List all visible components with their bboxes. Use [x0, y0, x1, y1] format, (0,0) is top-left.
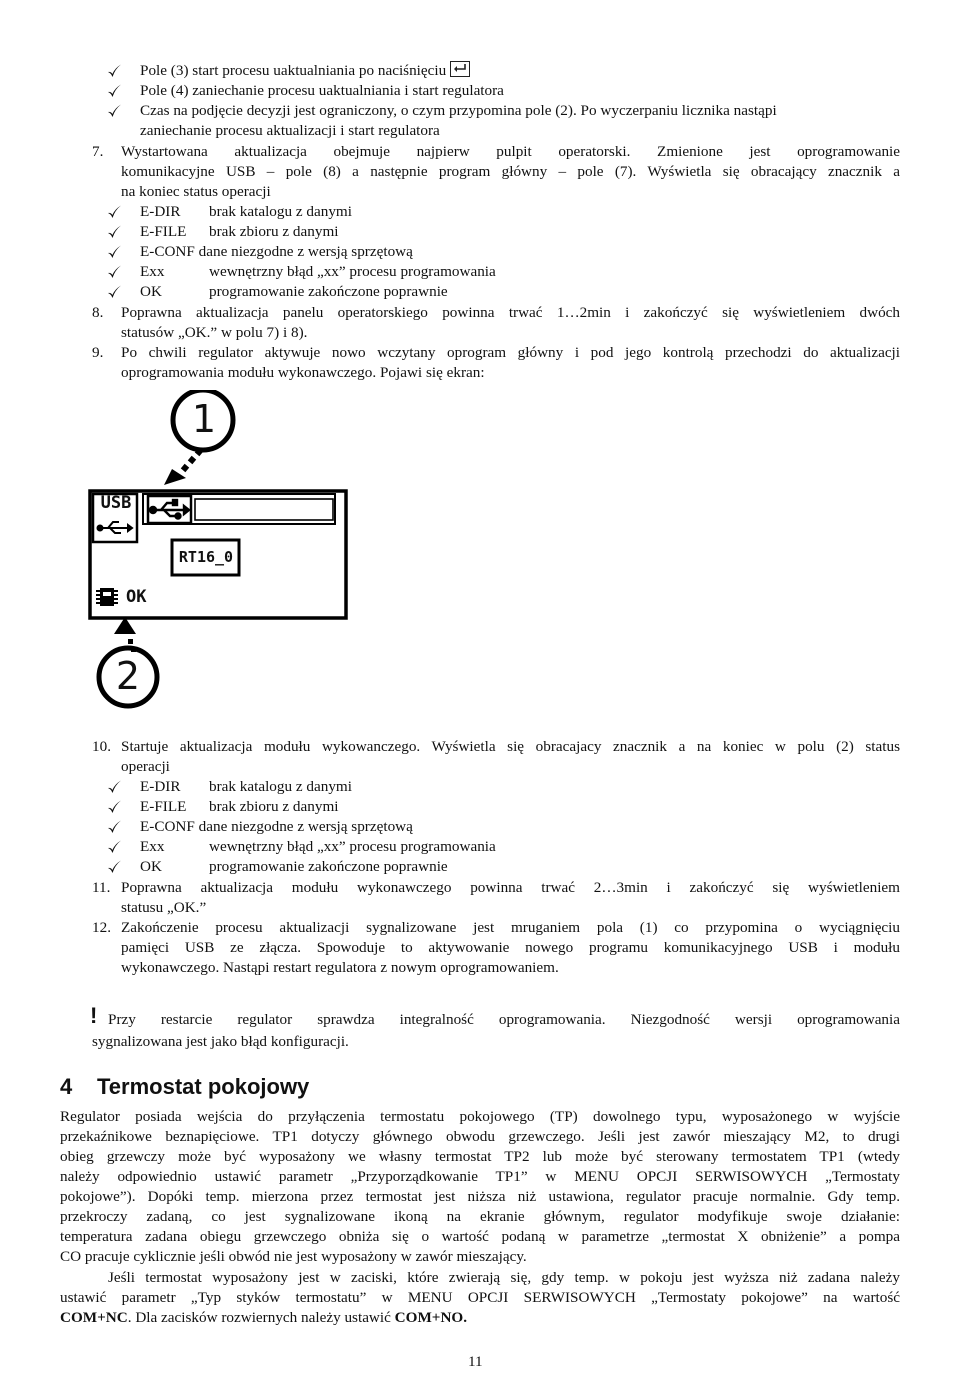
- status-desc: dane niezgodne z wersją sprzętową: [198, 818, 413, 835]
- paragraph-line: pokojowe”). Dopóki temp. mierzona przez termostat jest niższa niż ustawiona, regulator pracuje normalnie. Gdy temp.: [60, 1188, 900, 1205]
- item-text: statusu „OK.”: [121, 899, 207, 916]
- item-text: pamięci USB ze złącza. Spowoduje to aktywowanie nowego programu komunikacyjnego USB i modułu: [121, 939, 900, 956]
- status-code: E-CONF: [140, 243, 195, 260]
- param-value: COM+NO.: [394, 1309, 468, 1326]
- list-item-continued: zaniechanie procesu aktualizacji i start regulatora: [140, 122, 440, 139]
- status-row: [140, 817, 413, 837]
- note-text: sygnalizowana jest jako błąd konfiguracji.: [92, 1033, 349, 1050]
- paragraph-line: przekaźnikowe beznapięciowe. TP1 dotyczy głównego obwodu grzewczego. Jeśli jest zawór mieszający M2, to drugi: [60, 1128, 900, 1145]
- paragraph-line: temperatura zadana obiegu grzewczego obniża się o wartość podaną w parametrze „termostat X obniżenie” a pompa: [60, 1228, 900, 1245]
- list-item: [140, 61, 470, 81]
- status-code: E-FILE: [140, 798, 187, 815]
- chip-icon: [96, 588, 118, 606]
- status-row: [140, 222, 338, 242]
- check-icon: [106, 264, 122, 280]
- note-text: Przy restarcie regulator sprawdza integralność oprogramowania. Niezgodność wersji oprogramowania: [108, 1011, 900, 1028]
- status-desc: programowanie zakończone poprawnie: [209, 283, 448, 300]
- check-icon: [106, 799, 122, 815]
- item-text: Wystartowana aktualizacja obejmuje najpierw pulpit operatorski. Zmienione jest oprogramowanie: [121, 143, 900, 160]
- item-text: wykonawczego. Nastąpi restart regulatora z nowym oprogramowaniem.: [121, 959, 559, 976]
- item-text: Poprawna aktualizacja modułu wykonawczego powinna trwać 2…3min i zakończyć się wyświetleniem: [121, 879, 900, 896]
- item-text: Po chwili regulator aktywuje nowo wczytany oprogram główny i pod jego kontrolą przechodzi do aktualizacji: [121, 344, 900, 361]
- status-row: [140, 857, 448, 877]
- status-code: E-DIR: [140, 778, 181, 795]
- status-row: [140, 202, 352, 222]
- status-desc: brak katalogu z danymi: [209, 203, 352, 220]
- item-number: 8.: [92, 304, 104, 321]
- enter-key-icon: [450, 61, 470, 77]
- status-code: OK: [140, 858, 162, 875]
- paragraph-text: . Dla zacisków rozwiernych należy ustawić: [127, 1309, 395, 1326]
- check-icon: [106, 103, 122, 119]
- status-desc: wewnętrzny błąd „xx” procesu programowania: [209, 263, 496, 280]
- status-row: [140, 797, 338, 817]
- item-text: komunikacyjne USB – pole (8) a następnie program główny – pole (7). Wyświetla się obracający znacznik a: [121, 163, 900, 180]
- item-number: 9.: [92, 344, 104, 361]
- check-icon: [106, 859, 122, 875]
- section-number: 4: [60, 1074, 73, 1099]
- paragraph-line: przekroczy zadaną, co jest sygnalizowane ikoną na ekranie głównym, regulator modyfikuje swoje działanie:: [60, 1208, 900, 1225]
- param-value: COM+NC: [60, 1309, 128, 1326]
- status-row: [140, 262, 496, 282]
- callout-number-1: 1: [191, 397, 217, 441]
- check-icon: [106, 284, 122, 300]
- callout-number-2: 2: [115, 654, 141, 698]
- list-item-text: Pole (3) start procesu uaktualniania po naciśnięciu: [140, 62, 447, 79]
- status-desc: wewnętrzny błąd „xx” procesu programowania: [209, 838, 496, 855]
- status-code: Exx: [140, 838, 165, 855]
- item-number: 11.: [92, 879, 111, 896]
- item-text: na koniec status operacji: [121, 183, 271, 200]
- status-desc: brak katalogu z danymi: [209, 778, 352, 795]
- usb-label: USB: [100, 493, 132, 513]
- version-label: RT16_0: [178, 548, 234, 566]
- status-label: OK: [126, 587, 147, 607]
- check-icon: [106, 779, 122, 795]
- paragraph-line: [60, 1308, 467, 1328]
- paragraph-line: Regulator posiada wejścia do przyłączenia termostatu pokojowego (TP) dowolnego typu, wyposażonego w wyjście: [60, 1108, 900, 1125]
- section-title: Termostat pokojowy: [97, 1074, 310, 1099]
- check-icon: [106, 204, 122, 220]
- item-text: oprogramowania modułu wykonawczego. Pojawi się ekran:: [121, 364, 485, 381]
- display-illustration: [88, 390, 358, 710]
- item-number: 7.: [92, 143, 104, 160]
- item-number: 12.: [92, 919, 111, 936]
- item-text: Zakończenie procesu aktualizacji sygnalizowane jest mruganiem pola (1) co przypomina o wyciągnięciu: [121, 919, 900, 936]
- status-desc: dane niezgodne z wersją sprzętową: [198, 243, 413, 260]
- status-code: E-FILE: [140, 223, 187, 240]
- item-text: Poprawna aktualizacja panelu operatorskiego powinna trwać 1…2min i zakończyć się wyświetleniem dwóch: [121, 304, 900, 321]
- status-row: [140, 282, 448, 302]
- paragraph-line: ustawić parametr „Typ styków termostatu” w MENU OPCJI SERWISOWYCH „Termostaty pokojowe” na wartość: [60, 1289, 900, 1306]
- status-row: [140, 777, 352, 797]
- status-code: Exx: [140, 263, 165, 280]
- page-number: 11: [468, 1353, 483, 1370]
- check-icon: [106, 63, 122, 79]
- list-item: Czas na podjęcie decyzji jest ograniczony, o czym przypomina pole (2). Po wyczerpaniu licznika nastąpi: [140, 102, 777, 119]
- status-row: [140, 242, 413, 262]
- check-icon: [106, 839, 122, 855]
- paragraph-line: Jeśli termostat wyposażony jest w zaciski, które zwierają się, gdy temp. w pokoju jest wyższa niż zadana należy: [108, 1269, 900, 1286]
- status-code: E-DIR: [140, 203, 181, 220]
- status-desc: brak zbioru z danymi: [209, 798, 339, 815]
- check-icon: [106, 819, 122, 835]
- warning-mark: !: [90, 1003, 98, 1028]
- status-desc: brak zbioru z danymi: [209, 223, 339, 240]
- dotted-arrow: [164, 448, 203, 485]
- item-text: operacji: [121, 758, 170, 775]
- status-desc: programowanie zakończone poprawnie: [209, 858, 448, 875]
- list-item: Pole (4) zaniechanie procesu uaktualniania i start regulatora: [140, 82, 504, 99]
- item-text: Startuje aktualizacja modułu wykowanczego. Wyświetla się obracajacy znacznik a na koniec w polu (2) status: [121, 738, 900, 755]
- item-number: 10.: [92, 738, 111, 755]
- status-row: [140, 837, 496, 857]
- check-icon: [106, 244, 122, 260]
- paragraph-line: obieg grzewczy może być wyposażony we własny termostat TP2 lub może być sterowany termostatem TP1 (wtedy: [60, 1148, 900, 1165]
- item-text: statusów „OK.” w polu 7) i 8).: [121, 324, 308, 341]
- paragraph-line: należy odpowiednio ustawić parametr „Przyporządkowanie TP1” w MENU OPCJI SERWISOWYCH „Termostaty: [60, 1168, 900, 1185]
- status-code: E-CONF: [140, 818, 195, 835]
- check-icon: [106, 83, 122, 99]
- status-code: OK: [140, 283, 162, 300]
- paragraph-line: CO pracuje cyklicznie jeśli obwód nie jest wyposażony w zawór mieszający.: [60, 1248, 527, 1265]
- check-icon: [106, 224, 122, 240]
